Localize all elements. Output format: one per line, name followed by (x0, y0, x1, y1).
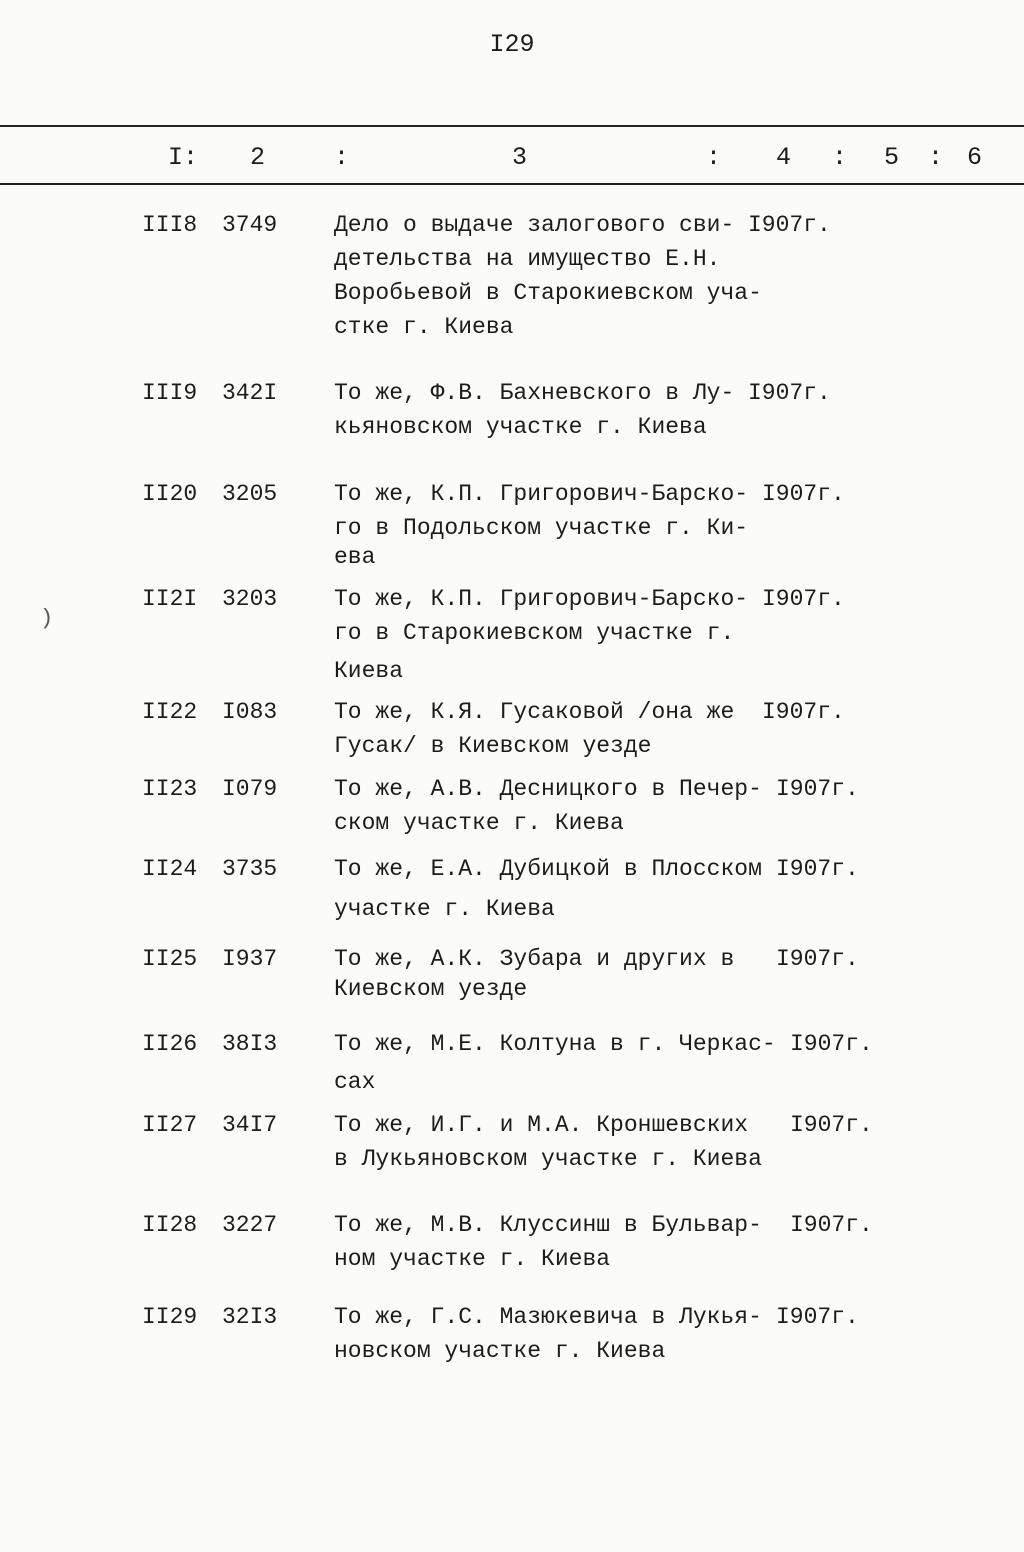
description (334, 208, 774, 344)
header-separator: : (334, 143, 350, 172)
year: I907г. (790, 1031, 873, 1057)
year: I907г. (762, 481, 845, 507)
item-number: II24 (142, 856, 198, 882)
table-header-rule (0, 183, 1024, 185)
description-line: Воробьевой в Старокиевском уча- (334, 280, 762, 306)
year: I907г. (762, 586, 845, 612)
header-col-3: 3 (512, 143, 528, 172)
table-top-rule (0, 125, 1024, 127)
description-line: То же, А.В. Десницкого в Печер- (334, 776, 762, 802)
file-number: 3205 (222, 481, 278, 507)
file-number: 3227 (222, 1212, 278, 1238)
year: I907г. (776, 856, 859, 882)
description-line: ном участке г. Киева (334, 1246, 611, 1272)
description-line: Дело о выдаче залогового сви- (334, 212, 735, 238)
item-number: II2I (142, 586, 198, 612)
header-col-5: 5 (884, 143, 900, 172)
description (334, 1108, 774, 1176)
description-line: То же, Ф.В. Бахневского в Лу- (334, 380, 735, 406)
header-col-1: I: (168, 143, 199, 172)
description-line: стке г. Киева (334, 314, 514, 340)
description-line: новском участке г. Киева (334, 1338, 666, 1364)
file-number: I937 (222, 946, 278, 972)
description-line: детельства на имущество Е.Н. (334, 246, 721, 272)
year: I907г. (790, 1112, 873, 1138)
year: I907г. (762, 699, 845, 725)
description (334, 852, 774, 926)
item-number: II29 (142, 1304, 198, 1330)
description-line: ском участке г. Киева (334, 810, 624, 836)
item-number: II28 (142, 1212, 198, 1238)
year: I907г. (776, 776, 859, 802)
year: I907г. (776, 1304, 859, 1330)
item-number: II23 (142, 776, 198, 802)
description-line: То же, И.Г. и М.А. Кроншевских (334, 1112, 749, 1138)
description (334, 942, 774, 1002)
year: I907г. (776, 946, 859, 972)
description-line: То же, М.В. Клуссинш в Бульвар- (334, 1212, 762, 1238)
description-line: То же, Г.С. Мазюкевича в Лукья- (334, 1304, 762, 1330)
file-number: 3203 (222, 586, 278, 612)
description (334, 1300, 774, 1368)
description-line: То же, А.К. Зубара и других в (334, 946, 735, 972)
description-line: Киева (334, 658, 404, 684)
file-number: 3749 (222, 212, 278, 238)
description-line: кьяновском участке г. Киева (334, 414, 707, 440)
file-number: 34I7 (222, 1112, 278, 1138)
description-line: в Лукьяновском участке г. Киева (334, 1146, 762, 1172)
item-number: III9 (142, 380, 198, 406)
header-separator: : (706, 143, 722, 172)
header-col-2: 2 (250, 143, 266, 172)
year: I907г. (748, 212, 831, 238)
description-line: участке г. Киева (334, 896, 555, 922)
description-line: То же, Е.А. Дубицкой в Плосском (334, 856, 762, 882)
item-number: II26 (142, 1031, 198, 1057)
description-line: То же, М.Е. Колтуна в г. Черкас- (334, 1031, 776, 1057)
item-number: III8 (142, 212, 198, 238)
description-line: ева (334, 544, 376, 570)
description-line: сах (334, 1069, 376, 1095)
description-line: То же, К.П. Григорович-Барско- (334, 586, 749, 612)
file-number: 32I3 (222, 1304, 278, 1330)
description (334, 376, 774, 444)
page-number: I29 (489, 30, 535, 59)
description-line: го в Старокиевском участке г. (334, 620, 735, 646)
header-col-4: 4 (776, 143, 792, 172)
file-number: I083 (222, 699, 278, 725)
margin-mark: ) (40, 606, 54, 631)
file-number: 38I3 (222, 1031, 278, 1057)
item-number: II25 (142, 946, 198, 972)
year: I907г. (748, 380, 831, 406)
description (334, 477, 774, 569)
file-number: I079 (222, 776, 278, 802)
description (334, 772, 774, 840)
item-number: II20 (142, 481, 198, 507)
header-separator: : (832, 143, 848, 172)
item-number: II22 (142, 699, 198, 725)
description (334, 1027, 774, 1099)
description-line: Киевском уезде (334, 976, 528, 1002)
file-number: 3735 (222, 856, 278, 882)
description (334, 582, 774, 688)
description-line: го в Подольском участке г. Ки- (334, 515, 749, 541)
description (334, 1208, 774, 1276)
description-line: Гусак/ в Киевском уезде (334, 733, 652, 759)
year: I907г. (790, 1212, 873, 1238)
item-number: II27 (142, 1112, 198, 1138)
header-separator: : (928, 143, 944, 172)
file-number: 342I (222, 380, 278, 406)
description-line: То же, К.П. Григорович-Барско- (334, 481, 749, 507)
description (334, 695, 774, 763)
description-line: То же, К.Я. Гусаковой /она же (334, 699, 735, 725)
header-col-6: 6 (967, 143, 983, 172)
